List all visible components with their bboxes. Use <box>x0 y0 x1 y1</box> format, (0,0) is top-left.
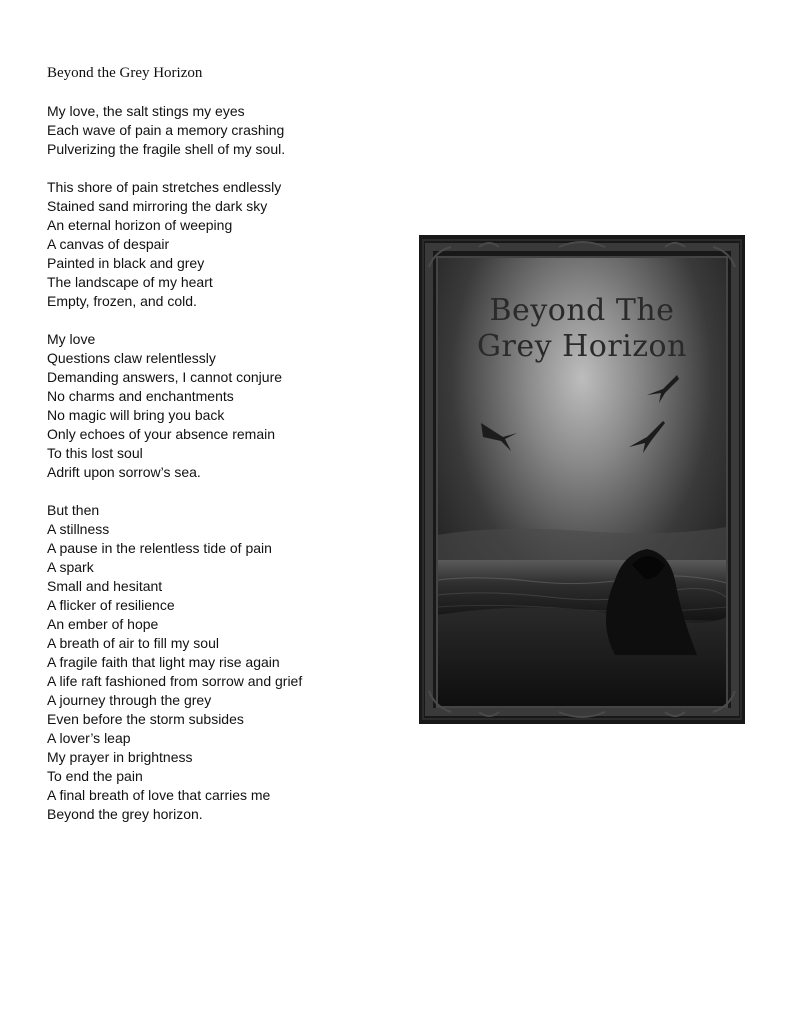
poem-line: A journey through the grey <box>47 692 212 708</box>
poem-line: A final breath of love that carries me <box>47 787 271 803</box>
poem-line: A lover’s leap <box>47 730 131 746</box>
poem-line: Even before the storm subsides <box>47 711 244 727</box>
poem-line: A fragile faith that light may rise again <box>47 654 280 670</box>
poem-line: Stained sand mirroring the dark sky <box>47 198 268 214</box>
poem-line: No magic will bring you back <box>47 407 225 423</box>
poem-line: This shore of pain stretches endlessly <box>47 179 282 195</box>
poem-line: An ember of hope <box>47 616 159 632</box>
poem-line: An eternal horizon of weeping <box>47 217 233 233</box>
poem-line: My love <box>47 331 96 347</box>
poem-line: To this lost soul <box>47 445 143 461</box>
page-title: Beyond the Grey Horizon <box>47 65 203 81</box>
poem-line: Questions claw relentlessly <box>47 350 216 366</box>
poem-line: Small and hesitant <box>47 578 163 594</box>
poem-line: Only echoes of your absence remain <box>47 426 276 442</box>
poem-line: Each wave of pain a memory crashing <box>47 122 285 138</box>
poem-line: A pause in the relentless tide of pain <box>47 540 272 556</box>
poem-line: To end the pain <box>47 768 143 784</box>
poem-line: Beyond the grey horizon. <box>47 806 203 822</box>
poem-line: A breath of air to fill my soul <box>47 635 219 651</box>
poem-line: Pulverizing the fragile shell of my soul. <box>47 141 286 157</box>
poem-line: A life raft fashioned from sorrow and grief <box>47 673 303 689</box>
poem-line: But then <box>47 502 100 518</box>
poem-line: A spark <box>47 559 94 575</box>
poem-line: A stillness <box>47 521 110 537</box>
poem-line: Painted in black and grey <box>47 255 205 271</box>
poem-line: Demanding answers, I cannot conjure <box>47 369 283 385</box>
stanza <box>47 330 302 482</box>
poem-line: No charms and enchantments <box>47 388 234 404</box>
poem-line: A flicker of resilience <box>47 597 175 613</box>
poem-line: A canvas of despair <box>47 236 170 252</box>
poem-line: My love, the salt stings my eyes <box>47 103 245 119</box>
stanza <box>47 501 302 824</box>
cover-image <box>419 235 745 724</box>
cover-title-line-1: Beyond The <box>489 293 675 328</box>
poem-line: Adrift upon sorrow’s sea. <box>47 464 201 480</box>
poem-line: My prayer in brightness <box>47 749 193 765</box>
poem-body <box>47 102 302 843</box>
stanza <box>47 178 302 311</box>
poem-line: Empty, frozen, and cold. <box>47 293 197 309</box>
cover-title-line-2: Grey Horizon <box>477 329 687 364</box>
stanza <box>47 102 302 159</box>
poem-line: The landscape of my heart <box>47 274 213 290</box>
